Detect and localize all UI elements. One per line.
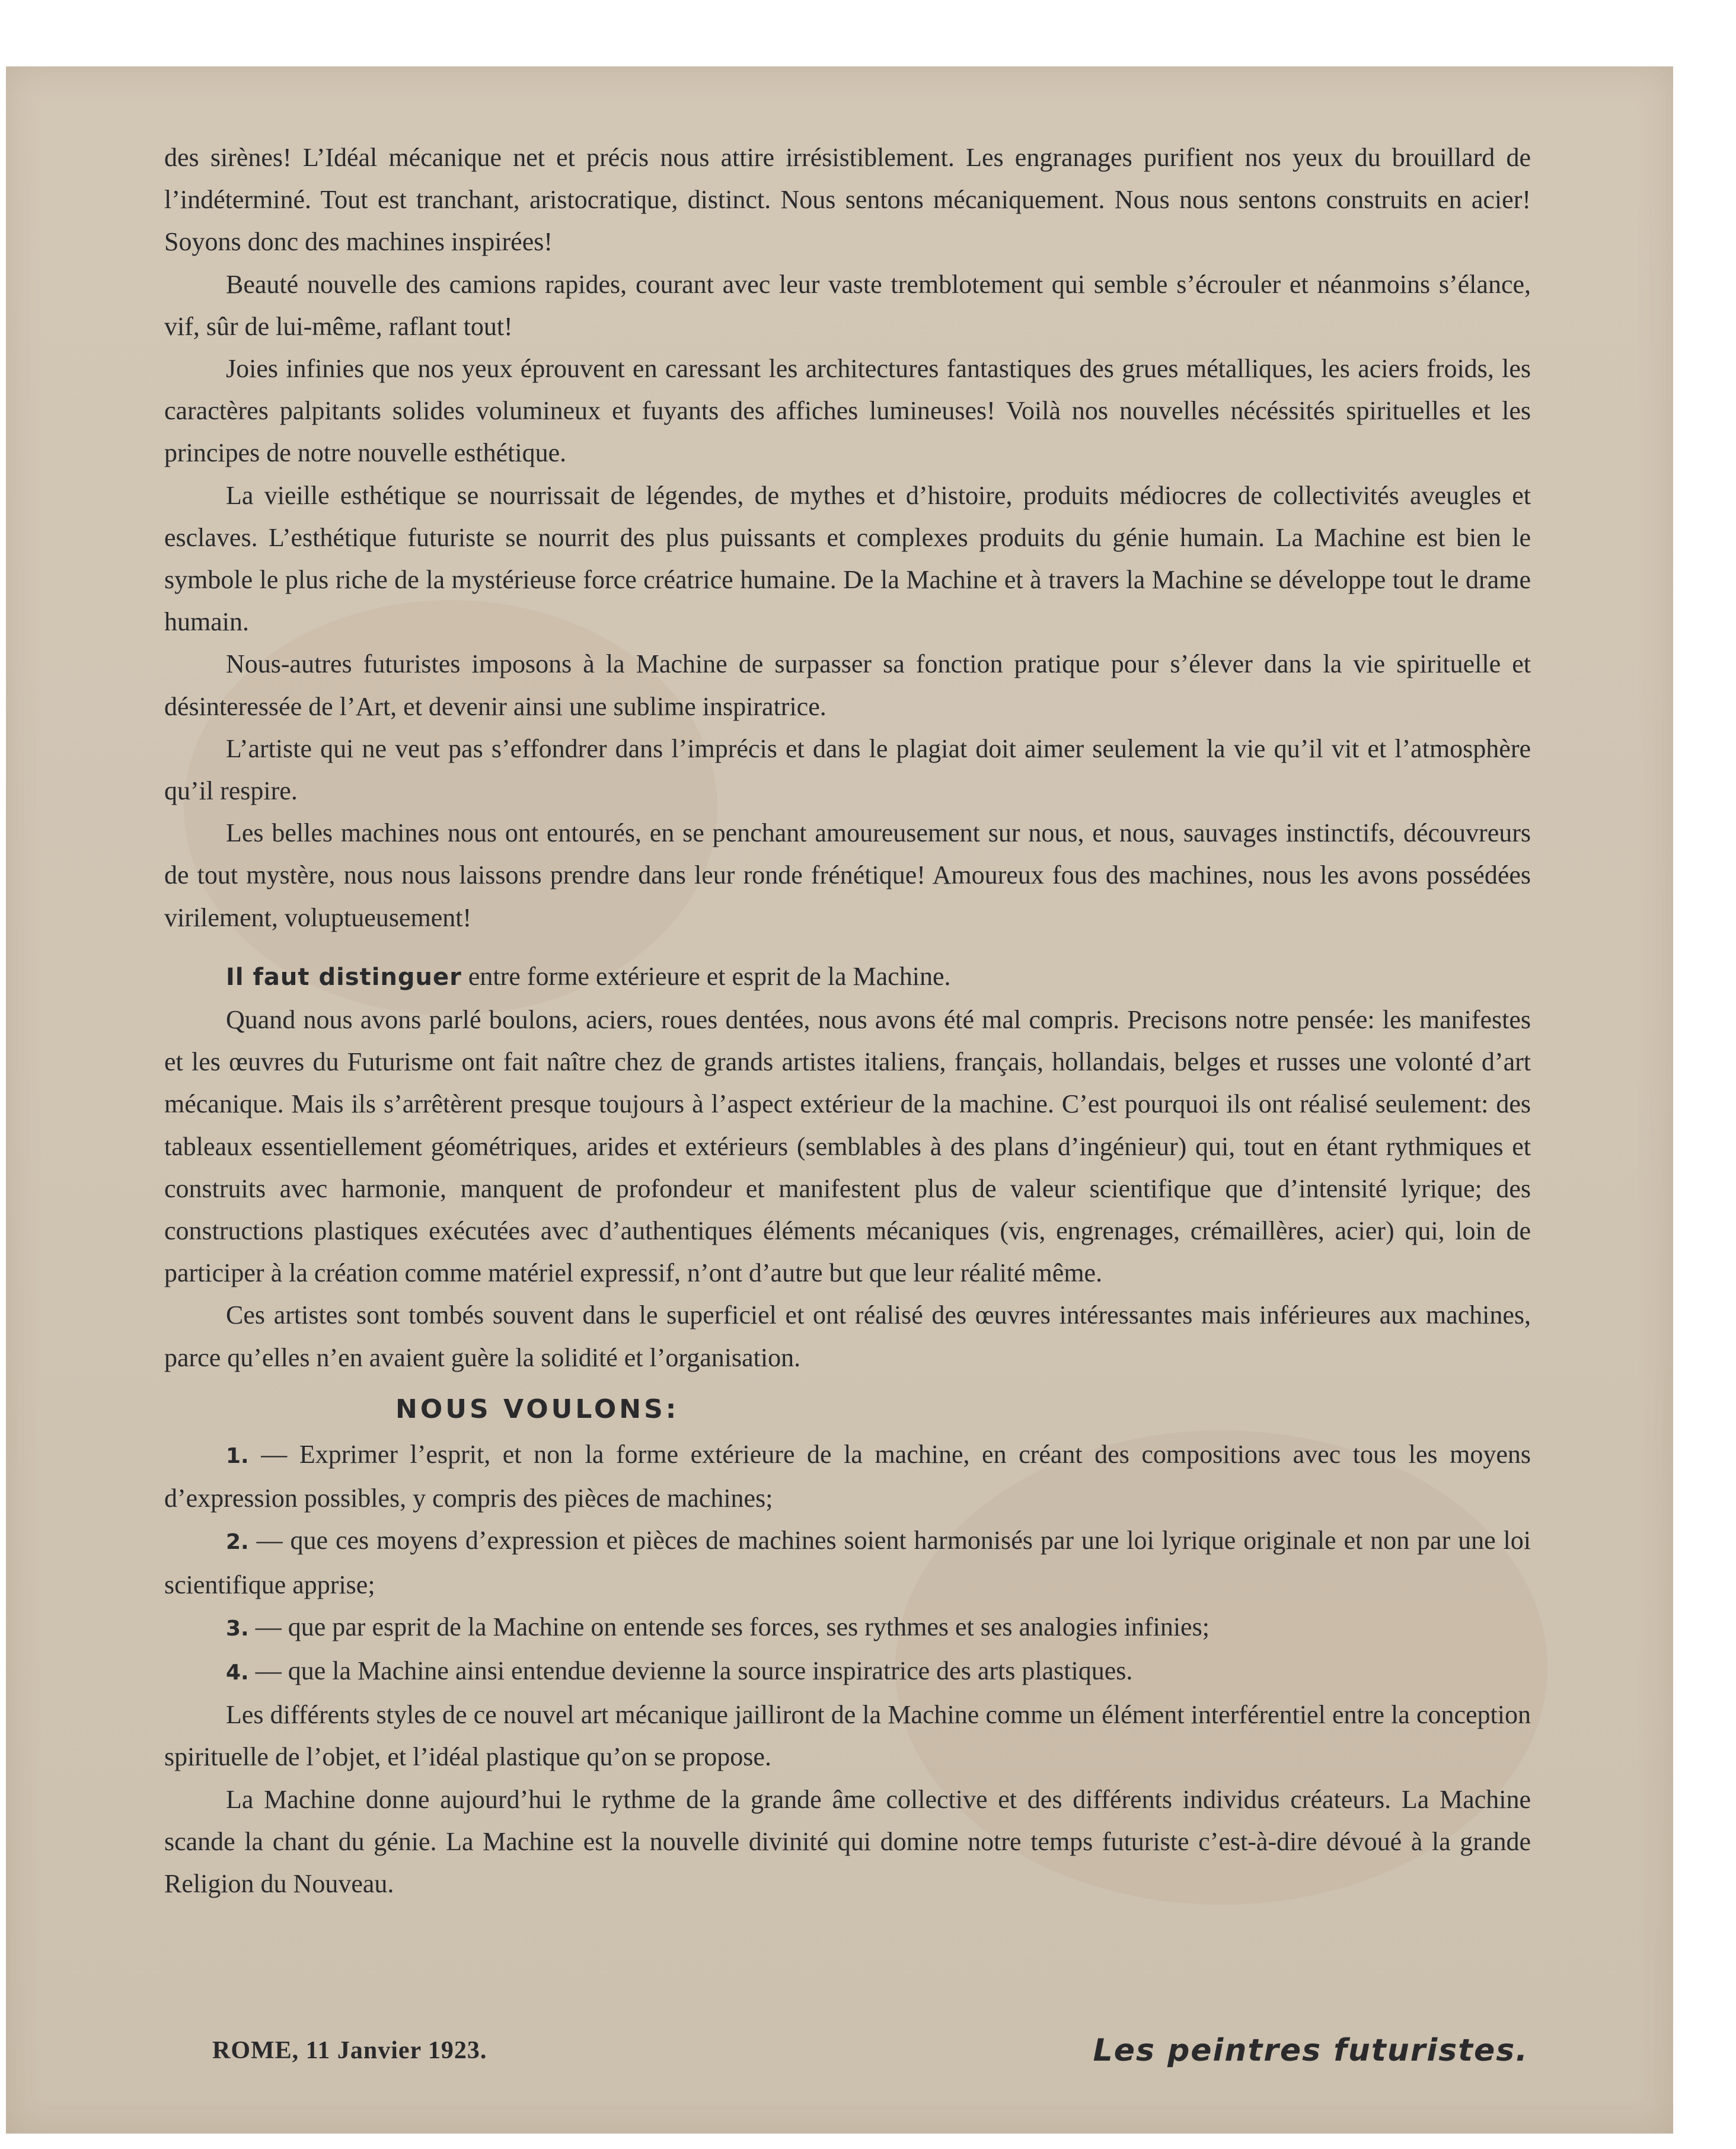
paragraph: Les différents styles de ce nouvel art mécanique jailliront de la Machine comme un élément interférentiel entre la conception spirituelle de l’objet, et l’idéal plastique qu’on se propose. [164, 1700, 1531, 1772]
manifesto-text [164, 136, 1531, 1905]
list-text: — que la Machine ainsi entendue devienne la source inspiratrice des arts plastiques. [248, 1656, 1133, 1685]
paragraph: Les belles machines nous ont entourés, en se penchant amoureusement sur nous, et nous, sauvages instinctifs, découvreurs de tout mystère, nous nous laissons prendre dans leur ronde frénétique! Amoureux fous des machines, nous les avons possédées virilement, voluptueusement! [164, 818, 1531, 932]
paragraph: Quand nous avons parlé boulons, aciers, roues dentées, nous avons été mal compris. Precisons notre pensée: les manifestes et les œuvres du Futurisme ont fait naître chez de grands artistes italiens, français, hollandais, belges et russes une volonté d’art mécanique. Mais ils s’arrêtèrent presque toujours à l’aspect extérieur de la machine. C’est pourquoi ils ont réalisé seulement: des tableaux essentiellement géométriques, arides et extérieurs (semblables à des plans d’ingénieur) qui, tout en étant rythmiques et construits avec harmonie, manquent de profondeur et manifestent plus de valeur scientifique que d’intensité lyrique; des constructions plastiques exécutées avec d’authentiques éléments mécaniques (vis, engrenages, crémaillères, acier) qui, loin de participer à la création comme matériel expressif, n’ont d’autre but que leur réalité même. [164, 1005, 1531, 1288]
list-number: 3. [226, 1616, 249, 1641]
list-text: — que ces moyens d’expression et pièces de machines soient harmonisés par une loi lyrique originale et non par une loi scientifique apprise; [164, 1526, 1531, 1599]
paragraph: L’artiste qui ne veut pas s’effondrer dans l’imprécis et dans le plagiat doit aimer seulement la vie qu’il vit et l’atmosphère qu’il respire. [164, 734, 1531, 806]
paragraph: Ces artistes sont tombés souvent dans le superficiel et ont réalisé des œuvres intéressantes mais inférieures aux machines, parce qu’elles n’en avaient guère la solidité et l’organisation. [164, 1300, 1531, 1372]
section-title: NOUS VOULONS: [395, 1394, 679, 1424]
list-number: 1. [226, 1443, 249, 1468]
distinguer-paragraph [164, 955, 1531, 999]
list-text: — que par esprit de la Machine on entende ses forces, ses rythmes et ses analogies infinies; [248, 1612, 1210, 1641]
bold-lead-text: Il faut distinguer [226, 963, 462, 991]
distinguer-rest: entre forme extérieure et esprit de la Machine. [461, 961, 951, 991]
paragraph: Nous-autres futuristes imposons à la Machine de surpasser sa fonction pratique pour s’élever dans la vie spirituelle et désinteressée de l’Art, et devenir ainsi une sublime inspiratrice. [164, 649, 1531, 721]
spacer [164, 939, 1531, 955]
paragraph: des sirènes! L’Idéal mécanique net et précis nous attire irrésistiblement. Les engranages purifient nos yeux du brouillard de l’indéterminé. Tout est tranchant, aristocratique, distinct. Nous sentons mécaniquement. Nous nous sentons construits en acier! Soyons donc des machines inspirées! [164, 143, 1531, 257]
list-item [164, 1606, 1531, 1650]
list-item [164, 1650, 1531, 1694]
paragraph: La Machine donne aujourd’hui le rythme de la grande âme collective et des différents individus créateurs. La Machine scande la chant du génie. La Machine est la nouvelle divinité qui domine notre temps futuriste c’est-à-dire dévoué à la grande Religion du Nouveau. [164, 1784, 1531, 1898]
paragraph: La vieille esthétique se nourrissait de légendes, de mythes et d’histoire, produits médiocres de collectivités aveugles et esclaves. L’esthétique futuriste se nourrit des plus puissants et complexes produits du génie humain. La Machine est bien le symbole le plus riche de la mystérieuse force créatrice humaine. De la Machine et à travers la Machine se développe tout le drame humain. [164, 480, 1531, 637]
list-item [164, 1519, 1531, 1605]
paragraph: Joies infinies que nos yeux éprouvent en caressant les architectures fantastiques des grues métalliques, les aciers froids, les caractères palpitants solides volumineux et fuyants des affiches lumineuses! Voilà nos nouvelles nécéssités spirituelles et les principes de notre nouvelle esthétique. [164, 354, 1531, 468]
list-text: — Exprimer l’esprit, et non la forme extérieure de la machine, en créant des compositions avec tous les moyens d’expression possibles, y compris des pièces de machines; [164, 1439, 1531, 1513]
signature: Les peintres futuristes. [1093, 2033, 1528, 2068]
list-item [164, 1433, 1531, 1519]
paragraph: Beauté nouvelle des camions rapides, courant avec leur vaste tremblotement qui semble s’écrouler et néanmoins s’élance, vif, sûr de lui-même, raflant tout! [164, 269, 1531, 341]
place-date: ROME, 11 Janvier 1923. [212, 2037, 487, 2064]
list-number: 4. [226, 1660, 249, 1685]
list-number: 2. [226, 1530, 249, 1555]
